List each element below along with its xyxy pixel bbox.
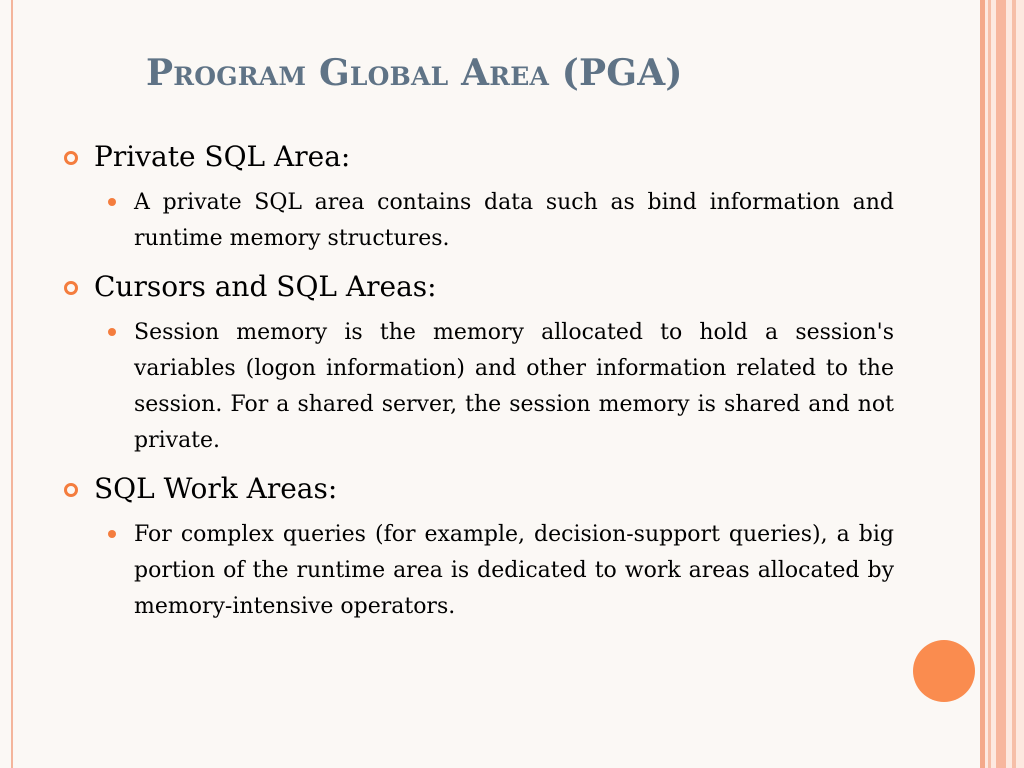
bullet-heading-cursors-and-sql-areas xyxy=(62,270,894,304)
decorative-orange-circle xyxy=(913,640,975,702)
bullet-heading-private-sql-area xyxy=(62,140,894,174)
sub-bullet-cursors-and-sql-areas xyxy=(134,315,894,459)
bullet-heading-text: SQL Work Areas: xyxy=(94,472,338,505)
sub-bullet-private-sql-area xyxy=(134,185,894,257)
slide-frame-left-border xyxy=(11,0,13,768)
dot-bullet-icon xyxy=(108,530,116,538)
sub-bullet-text: For complex queries (for example, decision-support queries), a big portion of the runtime area is dedicated to work areas allocated by memory-intensive operators. xyxy=(134,522,894,619)
bullet-heading-sql-work-areas xyxy=(62,472,894,506)
slide-title: Program Global Area (PGA) xyxy=(146,52,683,94)
ring-bullet-icon xyxy=(64,281,78,295)
ring-bullet-icon xyxy=(64,151,78,165)
sub-bullet-text: Session memory is the memory allocated to hold a session's variables (logon information) and other information related to the session. For a shared server, the session memory is shared and not private. xyxy=(134,320,894,453)
sub-bullet-text: A private SQL area contains data such as bind information and runtime memory structures. xyxy=(134,190,894,251)
right-decorative-stripe xyxy=(980,0,985,768)
bullet-heading-text: Private SQL Area: xyxy=(94,140,351,173)
dot-bullet-icon xyxy=(108,328,116,336)
sub-bullet-sql-work-areas xyxy=(134,517,894,625)
slide-content xyxy=(62,140,894,638)
dot-bullet-icon xyxy=(108,198,116,206)
bullet-heading-text: Cursors and SQL Areas: xyxy=(94,270,437,303)
right-decorative-stripe xyxy=(988,0,991,768)
right-decorative-stripe xyxy=(1012,0,1016,768)
ring-bullet-icon xyxy=(64,483,78,497)
right-decorative-stripe xyxy=(996,0,1006,768)
